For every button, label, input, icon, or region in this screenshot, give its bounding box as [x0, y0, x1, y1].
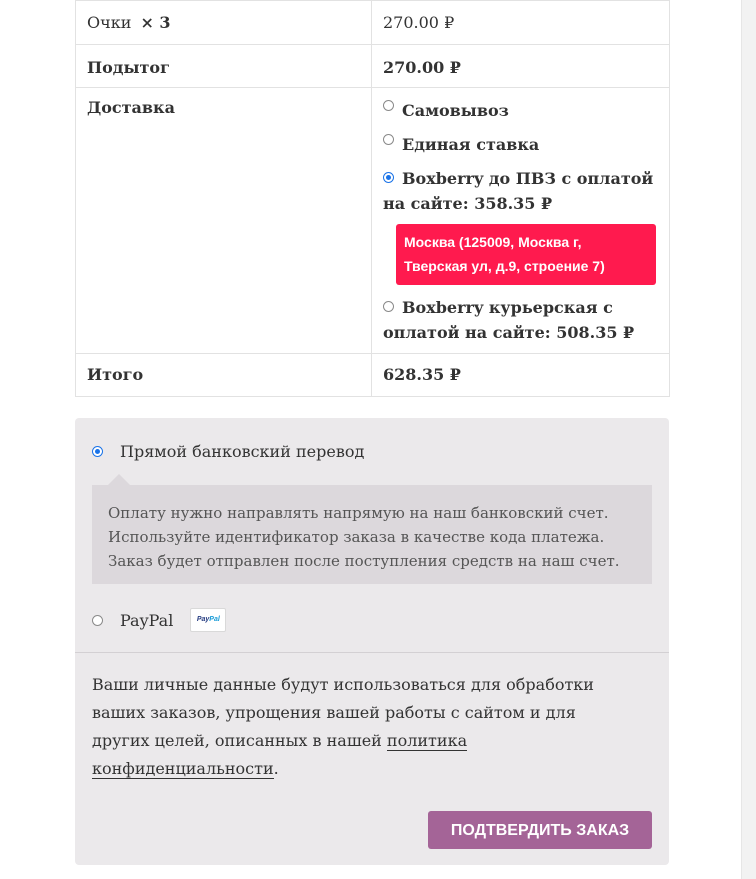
divider — [75, 652, 669, 653]
description-pointer — [108, 474, 130, 485]
shipping-option-boxberry-pvz[interactable] — [383, 166, 658, 216]
shipping-radio-boxberry-courier[interactable] — [383, 301, 394, 312]
privacy-text: Ваши личные данные будут использоваться для обработки ваших заказов, упрощения вашей работы с сайтом и для других целей, описанных в нашей — [92, 675, 594, 750]
privacy-text-end: . — [273, 759, 279, 778]
pickup-point-badge[interactable]: Москва (125009, Москва г, Тверская ул, д.9, строение 7) — [396, 224, 656, 285]
payment-method-label[interactable]: PayPal — [120, 610, 174, 630]
payment-radio-paypal[interactable] — [92, 615, 103, 626]
shipping-option-label: Единая ставка — [402, 135, 540, 154]
subtotal-row — [76, 45, 670, 88]
paypal-logo-text: Pay — [196, 616, 210, 623]
shipping-option-pickup[interactable] — [383, 98, 658, 123]
paypal-logo-text: Pal — [209, 616, 220, 623]
place-order-button[interactable]: ПОДТВЕРДИТЬ ЗАКАЗ — [428, 811, 652, 849]
order-review-table — [75, 0, 670, 397]
payment-description: Оплату нужно направлять напрямую на наш банковский счет. Используйте идентификатор заказа в качестве кода платежа. Заказ будет отправлен после поступления средств на наш счет. — [92, 485, 652, 584]
subtotal-value: 270.00 ₽ — [372, 45, 670, 88]
total-label: Итого — [76, 354, 372, 397]
shipping-option-boxberry-courier[interactable] — [383, 295, 658, 345]
payment-method-paypal[interactable] — [92, 608, 226, 632]
product-quantity: × 3 — [140, 13, 171, 32]
total-value: 628.35 ₽ — [372, 354, 670, 397]
shipping-option-label: Boxberry курьерская с оплатой на сайте: 508.35 ₽ — [383, 298, 635, 342]
product-total: 270.00 ₽ — [372, 1, 670, 45]
shipping-option-label: Boxberry до ПВЗ с оплатой на сайте: 358.35 ₽ — [383, 169, 654, 213]
shipping-label: Доставка — [87, 98, 175, 117]
payment-method-label[interactable]: Прямой банковский перевод — [120, 442, 365, 461]
shipping-option-label: Самовывоз — [402, 101, 509, 120]
payment-radio-bacs[interactable] — [92, 446, 103, 457]
payment-section — [75, 418, 669, 865]
page-edge — [741, 0, 756, 879]
shipping-radio-pickup[interactable] — [383, 100, 394, 111]
shipping-row — [76, 88, 670, 354]
paypal-logo-icon — [190, 608, 226, 632]
privacy-policy-text — [92, 671, 637, 783]
total-row — [76, 354, 670, 397]
shipping-option-flat-rate[interactable] — [383, 132, 658, 157]
shipping-methods — [372, 88, 670, 354]
table-row — [76, 1, 670, 45]
shipping-radio-flat-rate[interactable] — [383, 134, 394, 145]
subtotal-label: Подытог — [76, 45, 372, 88]
payment-method-bacs[interactable] — [92, 442, 364, 461]
product-cell — [76, 1, 372, 45]
product-name: Очки — [87, 13, 132, 32]
privacy-policy-link[interactable]: политика конфиденциальности — [92, 731, 468, 778]
shipping-radio-boxberry-pvz[interactable] — [383, 172, 394, 183]
